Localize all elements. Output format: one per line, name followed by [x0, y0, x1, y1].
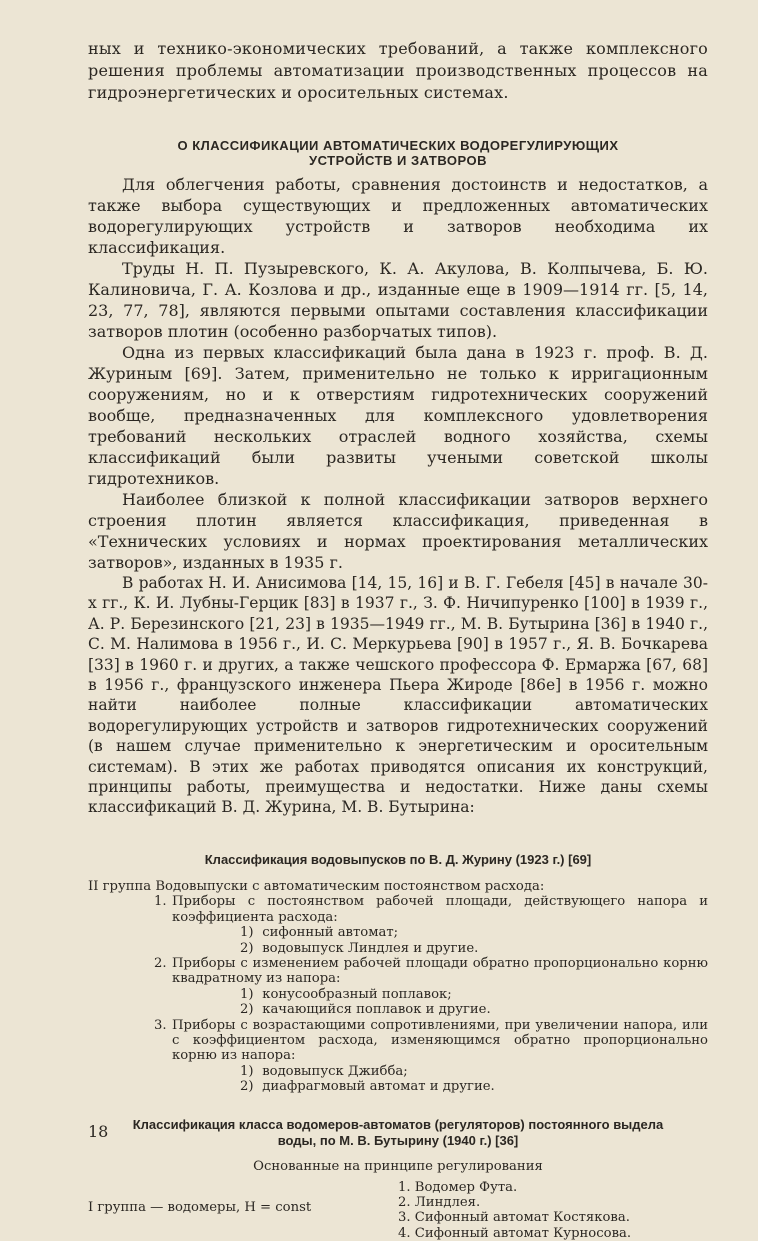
sub-list-item-text: качающийся поплавок и другие.	[262, 1002, 491, 1018]
section-heading-line2: УСТРОЙСТВ И ЗАТВОРОВ	[308, 153, 487, 168]
sub-list-item	[240, 987, 708, 1002]
list-item-number: 3.	[154, 1017, 167, 1033]
list-item	[154, 1018, 708, 1064]
sub-list-item-text: водовыпуск Джибба;	[262, 1063, 408, 1079]
body-text	[88, 174, 708, 818]
group-item: 2. Линдлея.	[398, 1194, 481, 1210]
list-item-text: Приборы с возрастающими сопротивлениями, при увеличении напора, или с коэффициентом расхода, изменяющимся обратно пропорционально корню из напора:	[172, 1017, 708, 1064]
list-item-number: 1.	[154, 894, 167, 910]
sub-list-item-number: 2)	[240, 940, 254, 956]
classification2-basis: Основанные на принципе регулирования	[253, 1158, 543, 1174]
sub-list-item-text: конусообразный поплавок;	[262, 986, 452, 1002]
sub-list-item-text: диафрагмовый автомат и другие.	[262, 1079, 495, 1095]
paragraph: Для облегчения работы, сравнения достоинств и недостатков, а также выбора существующих и предложенных автоматических водорегулирующих устройств и затворов необходима их классификация.	[88, 175, 708, 257]
classification1-group: II группа Водовыпуски с автоматическим постоянством расхода:	[88, 878, 545, 894]
classification2-title-line2: воды, по М. В. Бутырину (1940 г.) [36]	[277, 1132, 519, 1148]
paragraph: В работах Н. И. Анисимова [14, 15, 16] и В. Г. Гебеля [45] в начале 30-х гг., К. И. Лубны-Герцик [83] в 1937 г., З. Ф. Ничипуренко [100] в 1939 г., А. Р. Березинского [21, 23] в 1935—1949 гг., М. В. Бутырина [36] в 1940 г., С. М. Налимова в 1956 г., И. С. Меркурьева [90] в 1957 г., Я. В. Бочкарева [33] в 1960 г. и других, а также чешского профессора Ф. Ермаржа [67, 68] в 1956 г., французского инженера Пьера Жироде [86е] в 1956 г. можно найти наиболее полные классификации автоматических водорегулирующих устройств и затворов гидротехнических сооружений (в нашем случае применительно к энергетическим и оросительным системам). В этих же работах приводятся описания их конструкций, принципы работы, преимущества и недостатки. Ниже даны схемы классификаций В. Д. Журина, М. В. Бутырина:	[88, 574, 708, 817]
classification1-title: Классификация водовыпусков по В. Д. Журину (1923 г.) [69]	[204, 851, 592, 867]
list-item-text: Приборы с изменением рабочей площади обратно пропорционально корню квадратному из напора:	[172, 955, 708, 987]
list-item-text: Приборы с постоянством рабочей площади, действующего напора и коэффициента расхода:	[172, 894, 708, 925]
intro-paragraph: ных и технико-экономических требований, а также комплексного решения проблемы автоматизации производственных процессов на гидроэнергетических и оросительных системах.	[88, 39, 708, 102]
sub-list-item-number: 1)	[240, 925, 254, 941]
classification2-group	[88, 1180, 708, 1241]
page-number: 18	[88, 1122, 109, 1141]
section-heading	[88, 138, 708, 168]
group-item: 3. Сифонный автомат Костякова.	[398, 1210, 630, 1226]
sub-list-item-number: 2)	[240, 1079, 254, 1095]
sub-list-item	[240, 1064, 708, 1079]
group-item: 4. Сифонный автомат Курносова.	[398, 1225, 632, 1241]
paragraph: Одна из первых классификаций была дана в 1923 г. проф. В. Д. Журиным [69]. Затем, применительно не только к ирригационным сооружениям, но и к отверстиям гидротехнических сооружений вообще, предназначенных для комплексного удовлетворения требований нескольких отраслей водного хозяйства, схемы классификаций были развиты учеными советской школы гидротехников.	[88, 343, 708, 488]
group-items	[398, 1180, 708, 1241]
paragraph: Наиболее близкой к полной классификации затворов верхнего строения плотин является классификация, приведенная в «Технических условиях и нормах проектирования металлических затворов», изданных в 1935 г.	[88, 490, 708, 572]
classification2-title	[88, 1117, 708, 1149]
document-page	[88, 38, 708, 1241]
classification1-list	[88, 879, 708, 1095]
sub-list-item-text: водовыпуск Линдлея и другие.	[262, 940, 479, 956]
list-item	[154, 894, 708, 925]
sub-list-item	[240, 1079, 708, 1094]
classification2-title-line1: Классификация класса водомеров-автоматов (регуляторов) постоянного выдела	[132, 1116, 664, 1132]
sub-list-item	[240, 1002, 708, 1017]
paragraph: Труды Н. П. Пузыревского, К. А. Акулова, В. Колпычева, Б. Ю. Калиновича, Г. А. Козлова и др., изданные еще в 1909—1914 гг. [5, 14, 23, 77, 78], являются первыми опытами составления классификации затворов плотин (особенно разборчатых типов).	[88, 259, 708, 341]
sub-list-item	[240, 941, 708, 956]
section-heading-line1: О КЛАССИФИКАЦИИ АВТОМАТИЧЕСКИХ ВОДОРЕГУЛИРУЮЩИХ	[177, 138, 619, 153]
sub-list-item-number: 1)	[240, 1063, 254, 1079]
sub-list-item-number: 2)	[240, 1002, 254, 1018]
group-item: 1. Водомер Фута.	[398, 1179, 518, 1195]
list-item	[154, 956, 708, 987]
sub-list-item	[240, 925, 708, 940]
list-item-number: 2.	[154, 955, 167, 971]
sub-list-item-text: сифонный автомат;	[262, 925, 399, 941]
sub-list-item-number: 1)	[240, 986, 254, 1002]
group-label: I группа — водомеры, H = const	[88, 1199, 312, 1215]
